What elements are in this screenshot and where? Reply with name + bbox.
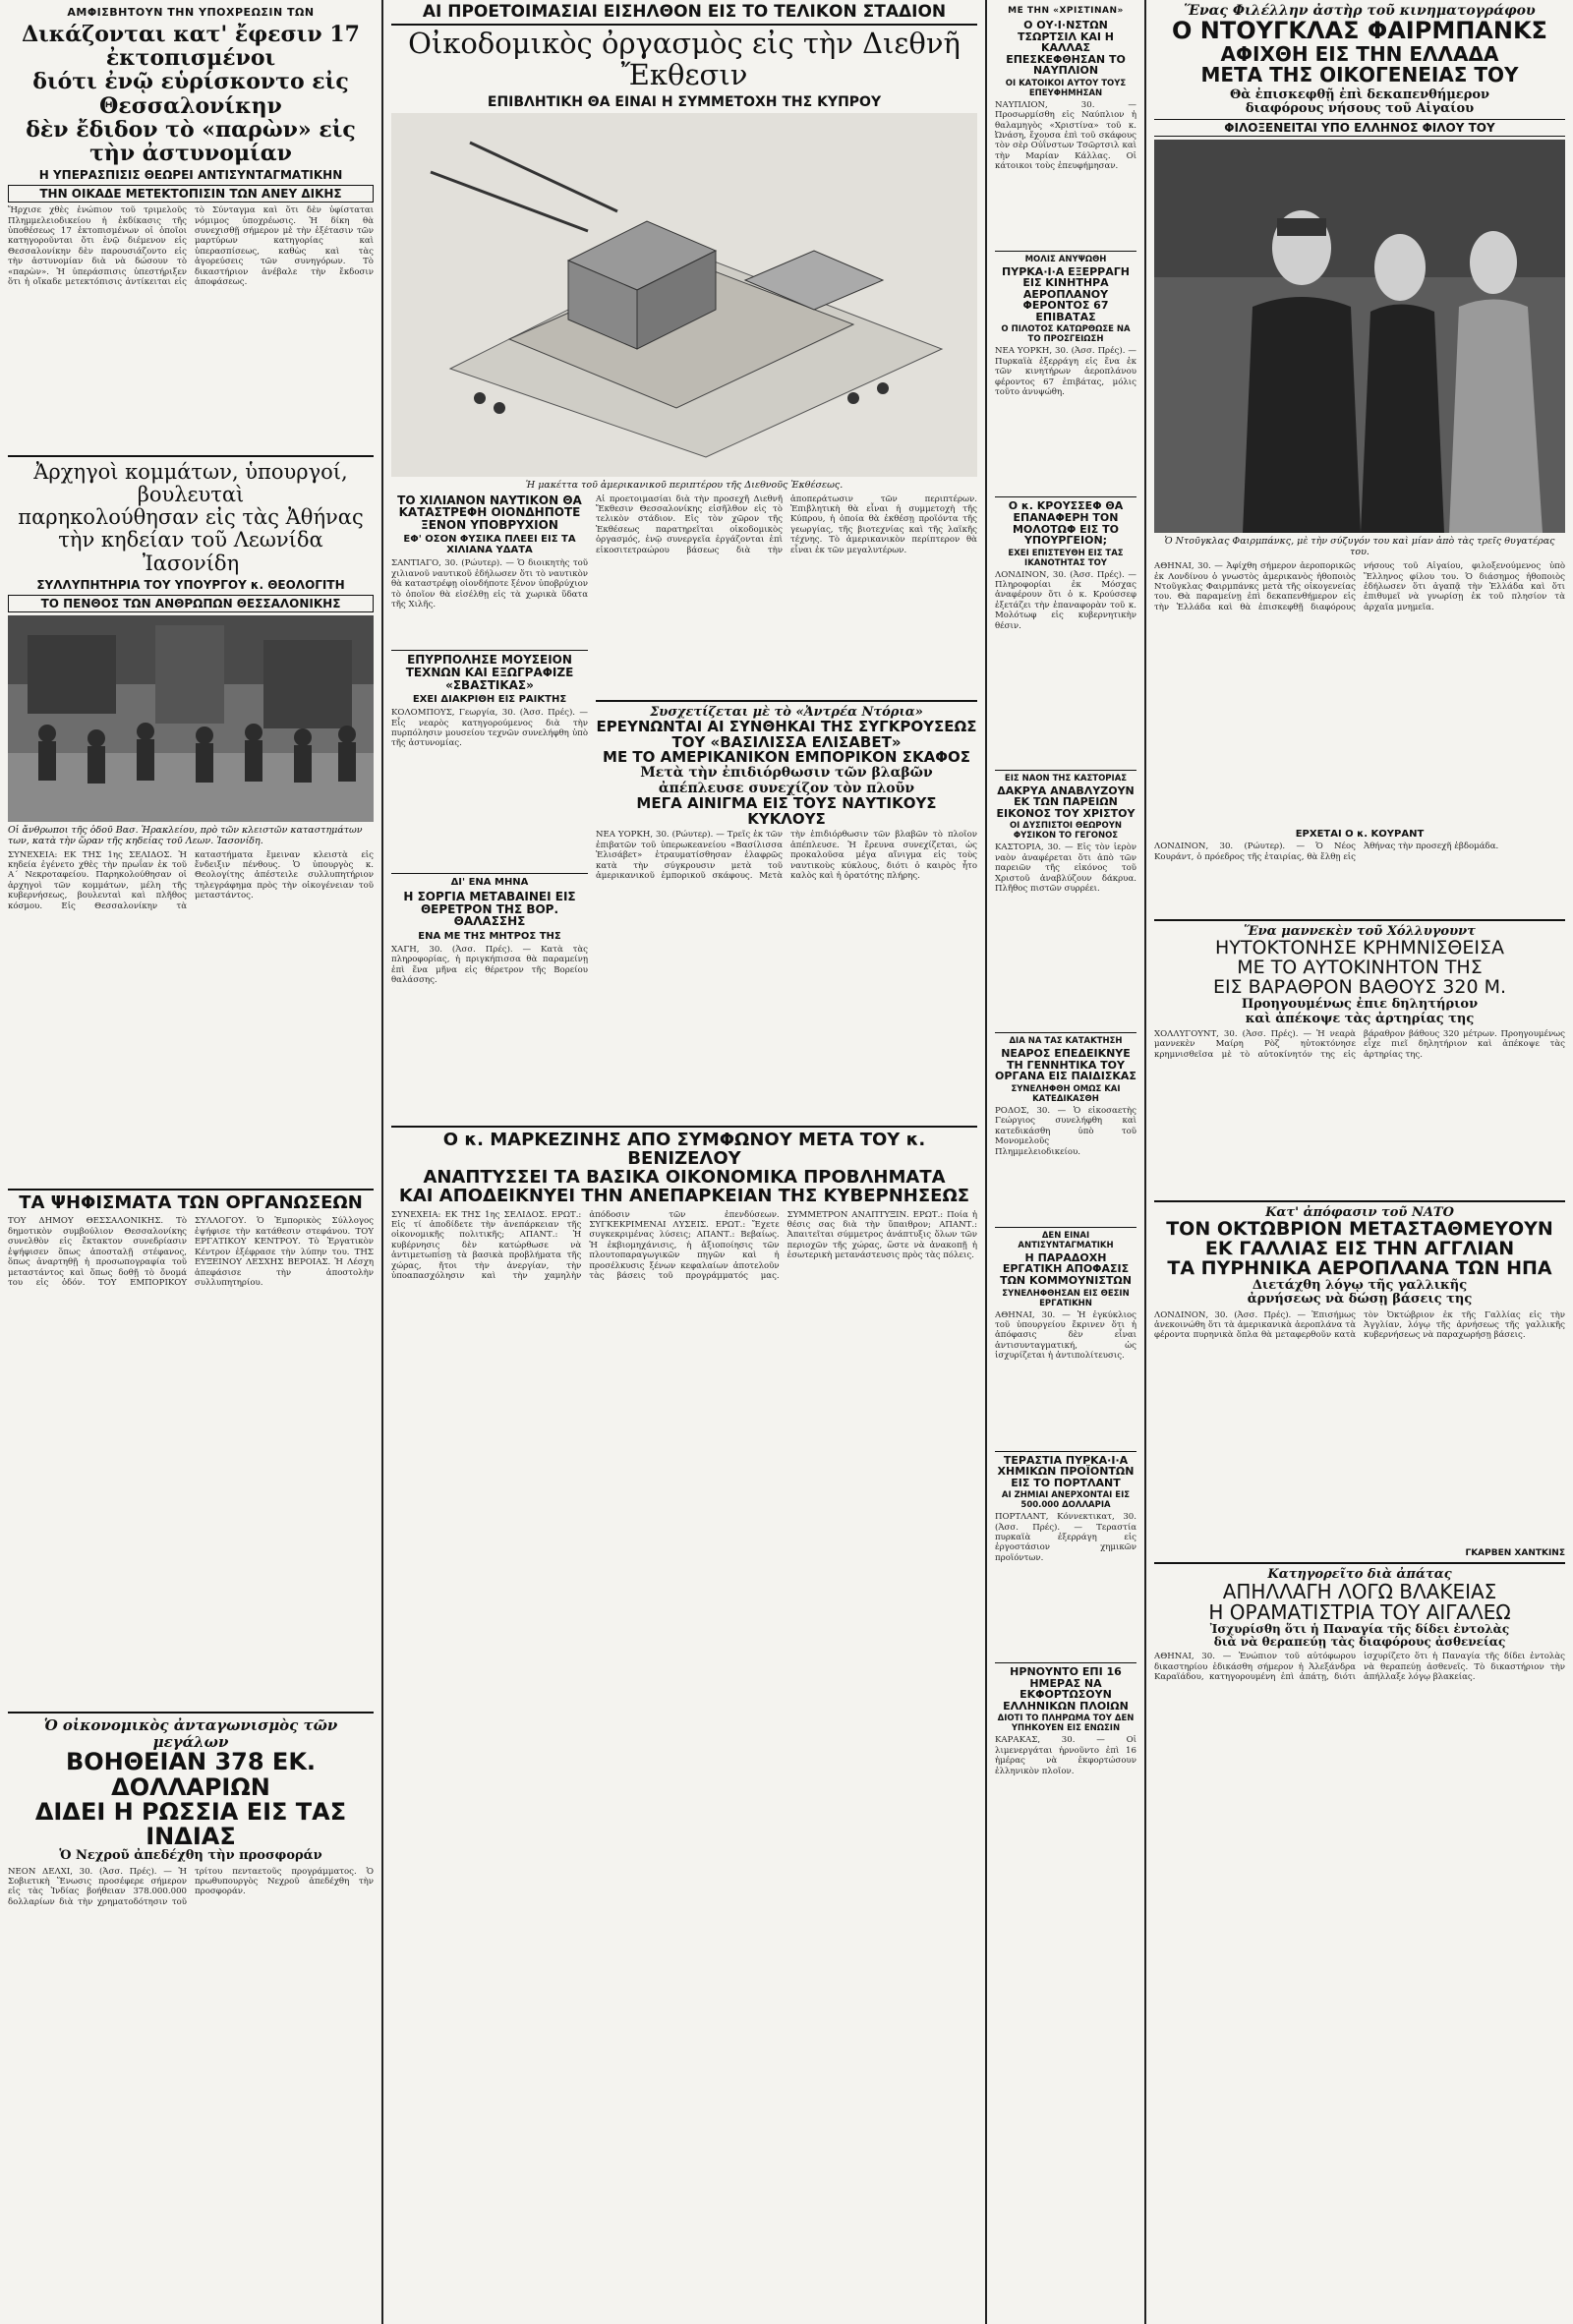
article-body: ΣΥΝΕΧΕΙΑ: ΕΚ ΤΗΣ 1ης ΣΕΛΙΔΟΣ. ΕΡΩΤ.: Εἰς τί ἀποδίδετε τὴν ἀνεπάρκειαν τῆς οἰκονομικῆς πολιτικῆς; ΑΠΑΝΤ.: Ἡ κυβέρνησις δὲν κατώρθωσε νὰ ἀντιμετωπίσῃ τὰ βασικὰ προβλήματα τῆς χώρας, ἤτοι τὴν ἀνεργίαν, τὴν ὑποαπασχόλησιν καὶ τὴν χαμηλὴν ἀπόδοσιν τῶν ἐπενδύσεων. ΣΥΓΚΕΚΡΙΜΕΝΑΙ ΛΥΣΕΙΣ. ΕΡΩΤ.: Ἔχετε συγκεκριμένας λύσεις; ΑΠΑΝΤ.: Βεβαίως. Ἡ ἐκβιομηχάνισις, ἡ ἀξιοποίησις τῶν πλουτοπαραγωγικῶν πηγῶν καὶ ἡ προσέλκυσις ξένων κεφαλαίων ἀποτελοῦν τὰς βάσεις τοῦ προγράμματός μας. ΣΥΜΜΕΤΡΟΝ ΑΝΑΠΤΥΞΙΝ. ΕΡΩΤ.: Ποία ἡ θέσις σας διὰ τὴν ὕπαιθρον; ΑΠΑΝΤ.: Ἀπαιτεῖται σύμμετρος ἀνάπτυξις ὅλων τῶν περιοχῶν τῆς χώρας, ὥστε νὰ ἀνακοπῇ ἡ ἐσωτερικὴ μετανάστευσις πρὸς τὰς πόλεις. xyxy=(391,1209,977,1281)
subheadline: ΔΙΟΤΙ ΤΟ ΠΛΗΡΩΜΑ ΤΟΥ ΔΕΝ ΥΠΗΚΟΥΕΝ ΕΙΣ ΕΝΩΣΙΝ xyxy=(997,1714,1135,1734)
headline: ΤΑ ΠΥΡΗΝΙΚΑ ΑΕΡΟΠΛΑΝΑ ΤΩΝ ΗΠΑ xyxy=(1167,1257,1552,1280)
article-body: ΑΘΗΝΑΙ, 30. — Ἀφίχθη σήμερον ἀεροπορικῶς ἐκ Λονδίνου ὁ γνωστὸς ἀμερικανὸς ἠθοποιὸς Ντοῦγκλας Φαιρμπάνκς μετὰ τῆς οἰκογενείας του. Θὰ παραμείνῃ ἐπὶ δεκαπενθήμερον εἰς τὴν Ἑλλάδα καὶ θὰ ἐπισκεφθῇ διαφόρους νήσους τοῦ Αἰγαίου, φιλοξενούμενος ὑπὸ Ἕλληνος φίλου του. Ὁ διάσημος ἠθοποιὸς ἐδήλωσεν ὅτι ἀγαπᾷ τὴν Ἑλλάδα καὶ ὅτι ἐπιθυμεῖ νὰ γνωρίσῃ ἐκ τοῦ πλησίον τὰ ἀρχαῖα μνημεῖα. xyxy=(1154,561,1565,612)
subheadline: ΣΥΝΕΛΗΦΘΗ ΟΜΩΣ ΚΑΙ ΚΑΤΕΔΙΚΑΣΘΗ xyxy=(1011,1083,1121,1104)
subheadline: ΕΠΙΒΛΗΤΙΚΗ ΘΑ ΕΙΝΑΙ Η ΣΥΜΜΕΤΟΧΗ ΤΗΣ ΚΥΠΡΟΥ xyxy=(487,93,882,110)
article-body: ΛΟΝΔΙΝΟΝ, 30. (Ἀσσ. Πρές). — Πληροφορίαι ἐκ Μόσχας ἀναφέρουν ὅτι ὁ κ. Κρούσσεφ ἐξετάζει τὴν ἐπαναφορὰν τοῦ κ. Μολότωφ εἰς κυβερνητικὴν θέσιν. xyxy=(995,569,1136,631)
headline: Η ΠΑΡΑΔΟΧΗ ΕΡΓΑΤΙΚΗ ΑΠΟΦΑΣΙΣ ΤΩΝ ΚΟΜΜΟΥΝΙΣΤΩΝ xyxy=(1000,1250,1132,1288)
fairbanks-family-image xyxy=(1154,140,1565,533)
subheadline: καὶ ἀπέκοψε τὰς ἀρτηρίας της xyxy=(1245,1011,1475,1026)
headline: Ο κ. ΚΡΟΥΣΣΕΦ ΘΑ ΕΠΑΝΑΦΕΡΗ ΤΟΝ ΜΟΛΟΤΩΦ ΕΙΣ ΤΟ ΥΠΟΥΡΓΕΙΟΝ; xyxy=(1008,499,1124,548)
headline: ΑΠΗΛΛΑΓΗ ΛΟΓΩ ΒΛΑΚΕΙΑΣ xyxy=(1222,1579,1497,1603)
subheadline: ΤΗΝ ΟΙΚΑΔΕ ΜΕΤΕΚΤΟΠΙΣΙΝ ΤΩΝ ΑΝΕΥ ΔΙΚΗΣ xyxy=(8,185,374,203)
kicker: Ὁ οἰκονομικὸς ἀνταγωνισμὸς τῶν μεγάλων xyxy=(43,1716,338,1751)
article-body: Αἱ προετοιμασίαι διὰ τὴν προσεχῆ Διεθνῆ Ἔκθεσιν Θεσσαλονίκης εἰσῆλθον εἰς τὸ τελικὸν στάδιον. Εἰς τὸν χῶρον τῆς Ἐκθέσεως παρατηρεῖται οἰκοδομικὸς ὀργασμός, ἐνῷ συνεργεῖα ἐργάζονται ἐπὶ εἰκοσιτετραώρου βάσεως διὰ τὴν ἀποπεράτωσιν τῶν περιπτέρων. Ἐπιβλητικὴ θὰ εἶναι ἡ συμμετοχὴ τῆς Κύπρου, ἡ ὁποία θὰ ἐκθέσῃ προϊόντα τῆς γεωργίας, τῆς βιοτεχνίας καὶ τῆς λαϊκῆς τέχνης. Τὸ ἀμερικανικὸν περίπτερον θὰ εἶναι ἐκ τῶν μεγαλυτέρων. xyxy=(596,494,977,555)
subheadline: ΔΕΝ ΕΙΝΑΙ ΑΝΤΙΣΥΝΤΑΓΜΑΤΙΚΗ xyxy=(1018,1230,1114,1250)
headline: ΝΕΑΡΟΣ ΕΠΕΔΕΙΚΝΥΕ ΤΗ ΓΕΝΝΗΤΙΚΑ ΤΟΥ ΟΡΓΑΝΑ ΕΙΣ ΠΑΙΔΙΣΚΑΣ xyxy=(995,1047,1136,1083)
subheadline: Η ΥΠΕΡΑΣΠΙΣΙΣ ΘΕΩΡΕΙ ΑΝΤΙΣΥΝΤΑΓΜΑΤΙΚΗΝ xyxy=(38,168,343,183)
headline: ΤΟΝ ΟΚΤΩΒΡΙΟΝ ΜΕΤΑΣΤΑΘΜΕΥΟΥΝ xyxy=(1166,1218,1553,1241)
article-body: ΝΕΟΝ ΔΕΛΧΙ, 30. (Ἀσσ. Πρές). — Ἡ Σοβιετικὴ Ἕνωσις προσέφερε σήμερον εἰς τὰς Ἰνδίας βοήθειαν 378.000.000 δολλαρίων διὰ τὴν χρηματοδότησιν τοῦ τρίτου πενταετοῦς προγράμματος. Ὁ πρωθυπουργὸς Νεχροῦ ἀπεδέχθη τὴν προσφοράν. xyxy=(8,1866,374,1907)
headline: ΕΡΕΥΝΩΝΤΑΙ ΑΙ ΣΥΝΘΗΚΑΙ ΤΗΣ ΣΥΓΚΡΟΥΣΕΩΣ xyxy=(596,717,977,735)
fairbanks-family-photo xyxy=(1154,140,1565,533)
article-body: ΝΕΑ ΥΟΡΚΗ, 30. (Ρώυτερ). — Τρεῖς ἐκ τῶν ἐπιβατῶν τοῦ ὑπερωκεανείου «Βασίλισσα Ἐλισάβετ» ἐτραυματίσθησαν ἐλαφρῶς κατὰ τὴν σύγκρουσιν μετὰ τοῦ ἀμερικανικοῦ ἐμπορικοῦ σκάφους. Μετὰ τὴν ἐπιδιόρθωσιν τῶν βλαβῶν τὸ πλοῖον ἀπέπλευσε. Ἡ ἔρευνα συνεχίζεται, ὡς προκαλοῦσα μέγα αἴνιγμα εἰς τοὺς ναυτικοὺς κύκλους, διότι ὁ καιρὸς ἦτο καλὸς καὶ ἡ ὁρατότης πλήρης. xyxy=(596,830,977,882)
headline: ΕΙΣ ΒΑΡΑΘΡΟΝ ΒΑΘΟΥΣ 320 Μ. xyxy=(1212,976,1507,999)
headline: δὲν ἔδιδον τὸ «παρὼν» εἰς τὴν ἀστυνομίαν xyxy=(26,116,356,166)
pavilion-model-image xyxy=(391,113,977,477)
subheadline: Ὁ Νεχροῦ ἀπεδέχθη τὴν προσφοράν xyxy=(59,1848,322,1864)
subheadline: Μετὰ τὴν ἐπιδιόρθωσιν τῶν βλαβῶν xyxy=(640,765,933,782)
headline: ΜΕΓΑ ΑΙΝΙΓΜΑ ΕΙΣ ΤΟΥΣ ΝΑΥΤΙΚΟΥΣ ΚΥΚΛΟΥΣ xyxy=(636,793,937,828)
article-body: ΛΟΝΔΙΝΟΝ, 30. (Ἀσσ. Πρές). — Ἐπισήμως ἀνεκοινώθη ὅτι τὰ ἀμερικανικὰ ἀεροπλάνα τὰ φέροντα πυρηνικὰ ὅπλα θὰ μεταφερθοῦν κατὰ τὸν Ὀκτώβριον ἐκ τῆς Γαλλίας εἰς τὴν Ἀγγλίαν, λόγῳ τῆς ἀρνήσεως τῆς γαλλικῆς κυβερνήσεως νὰ παραχωρήσῃ βάσεις. xyxy=(1154,1309,1565,1341)
subheadline: ΔΙ' ΕΝΑ ΜΗΝΑ xyxy=(450,877,529,889)
kicker: ΑΜΦΙΣΒΗΤΟΥΝ ΤΗΝ ΥΠΟΧΡΕΩΣΙΝ ΤΩΝ xyxy=(67,6,315,19)
headline: ΕΚ ΓΑΛΛΙΑΣ ΕΙΣ ΤΗΝ ΑΓΓΛΙΑΝ xyxy=(1204,1238,1515,1260)
subheadline: ΟΙ ΔΥΣΠΙΣΤΟΙ ΘΕΩΡΟΥΝ ΦΥΣΙΚΟΝ ΤΟ ΓΕΓΟΝΟΣ xyxy=(1009,821,1123,842)
subheadline: ἀρνήσεως νὰ δώσῃ βάσεις της xyxy=(1247,1292,1473,1307)
kicker: Ἕνας Φιλέλλην ἀστὴρ τοῦ κινηματογράφου xyxy=(1184,3,1536,19)
headline: ΕΠΥΡΠΟΛΗΣΕ ΜΟΥΣΕΙΟΝ ΤΕΧΝΩΝ ΚΑΙ ΕΞΩΓΡΑΦΙΖΕ «ΣΒΑΣΤΙΚΑΣ» xyxy=(405,653,574,692)
article-body: ΚΑΣΤΟΡΙΑ, 30. — Εἰς τὸν ἱερὸν ναὸν ἀναφέρεται ὅτι ἀπὸ τῶν παρειῶν τῆς εἰκόνος τοῦ Χριστοῦ ἀναβλύζουν δάκρυα. Πλῆθος πιστῶν συρρέει. xyxy=(995,842,1136,894)
article-body: ΤΟΥ ΔΗΜΟΥ ΘΕΣΣΑΛΟΝΙΚΗΣ. Τὸ δημοτικὸν συμβούλιον Θεσσαλονίκης συνελθὸν εἰς ἔκτακτον συνεδρίασιν ἐψήφισεν ὅπως ἀποσταλῇ στέφανος, ὅπως ἀναρτηθῇ ἡ προσωπογραφία τοῦ μεταστάντος καὶ ὅπως δοθῇ τὸ ὄνομά του εἰς ὁδόν. ΤΟΥ ΕΜΠΟΡΙΚΟΥ ΣΥΛΛΟΓΟΥ. Ὁ Ἐμπορικὸς Σύλλογος ἐψήφισε τὴν κατάθεσιν στεφάνου. ΤΟΥ ΕΡΓΑΤΙΚΟΥ ΚΕΝΤΡΟΥ. Τὸ Ἐργατικὸν Κέντρον ἐξέφρασε τὴν λύπην του. ΤΗΣ ΕΥΞΕΙΝΟΥ ΛΕΣΧΗΣ ΒΕΡΟΙΑΣ. Ἡ Λέσχη ἀπεφάσισε τὴν ἀποστολὴν συλλυπητηρίου. xyxy=(8,1216,374,1288)
headline: τὴν κηδείαν τοῦ Λεωνίδα Ἰασονίδη xyxy=(58,528,323,575)
subheadline: ΜΟΛΙΣ ΑΝΥΨΩΘΗ xyxy=(1024,254,1107,264)
kicker: Ἕνα μαννεκὲν τοῦ Χόλλυγουντ xyxy=(1244,924,1476,940)
subheadline: ΕΝΑ ΜΕ ΤΗΣ ΜΗΤΡΟΣ ΤΗΣ xyxy=(418,930,561,942)
headline: ΜΕ ΤΟ ΑΥΤΟΚΙΝΗΤΟΝ ΤΗΣ xyxy=(1237,957,1483,979)
subheadline: ΕΧΕΙ ΔΙΑΚΡΙΘΗ ΕΙΣ ΡΑΙΚΤΗΣ xyxy=(412,694,567,706)
headline: ΤΟ ΧΙΛΙΑΝΟΝ ΝΑΥΤΙΚΟΝ ΘΑ ΚΑΤΑΣΤΡΕΦΗ ΟΙΟΝΔΗΠΟΤΕ ΞΕΝΟΝ ΥΠΟΒΡΥΧΙΟΝ xyxy=(397,493,582,532)
column-2 xyxy=(383,0,985,2324)
headline: Η ΟΡΑΜΑΤΙΣΤΡΙΑ ΤΟΥ ΑΙΓΑΛΕΩ xyxy=(1208,1599,1511,1624)
subheadline: Διετάχθη λόγῳ τῆς γαλλικῆς xyxy=(1252,1277,1468,1293)
article-body: ΝΑΥΠΛΙΟΝ, 30. — Προσωρμίσθη εἰς Ναύπλιον ἡ θαλαμηγὸς «Χριστίνα» τοῦ κ. Ὠνάση, ἔχουσα ἐπὶ τοῦ σκάφους τὸν σὲρ Οὐΐνστων Τσῶρτσιλ καὶ τὴν Μαρίαν Κάλλας. Οἱ κάτοικοι τοὺς ἐπευφήμησαν. xyxy=(995,99,1136,172)
article-body: ΚΟΛΟΜΠΟΥΣ, Γεωργία, 30. (Ἀσσ. Πρές). — Εἷς νεαρὸς κατηγορούμενος διὰ τὴν πυρπόλησιν μουσείου τεχνῶν συνελήφθη ὑπὸ τῆς ἀστυνομίας. xyxy=(391,708,588,749)
subheadline: ΣΥΝΕΛΗΦΘΗΣΑΝ ΕΙΣ ΘΕΣΙΝ ΕΡΓΑΤΙΚΗΝ xyxy=(1002,1288,1130,1308)
subheadline: ΑΙ ΖΗΜΙΑΙ ΑΝΕΡΧΟΝΤΑΙ ΕΙΣ 500.000 ΔΟΛΛΑΡΙΑ xyxy=(1001,1490,1131,1511)
headline: ΔΙΔΕΙ Η ΡΩΣΣΙΑ ΕΙΣ ΤΑΣ ΙΝΔΙΑΣ xyxy=(34,1797,347,1851)
subheadline: ΕΦ' ΟΣΟΝ ΦΥΣΙΚΑ ΠΛΕΕΙ ΕΙΣ ΤΑ ΧΙΛΙΑΝΑ ΥΔΑΤΑ xyxy=(403,534,576,556)
article-body: ΠΟΡΤΛΑΝΤ, Κόννεκτικατ, 30. (Ἀσσ. Πρές). — Τεραστία πυρκαϊὰ ἐξερράγη εἰς ἐργοστάσιον χημικῶν προϊόντων. xyxy=(995,1512,1136,1563)
right-subcolumn xyxy=(596,494,977,1122)
headline: ΤΟΥ «ΒΑΣΙΛΙΣΣΑ ΕΛΙΣΑΒΕΤ» xyxy=(671,732,902,751)
byline: ΓΚΑΡΒΕΝ ΧΑΝΤΚΙΝΣ xyxy=(1465,1547,1565,1558)
headline: ΤΑ ΨΗΦΙΣΜΑΤΑ ΤΩΝ ΟΡΓΑΝΩΣΕΩΝ xyxy=(19,1191,363,1213)
subheadline: Ἰσχυρίσθη ὅτι ἡ Παναγία τῆς δίδει ἐντολὰς xyxy=(1209,1621,1510,1636)
subheadline: ΦΙΛΟΞΕΝΕΙΤΑΙ ΥΠΟ ΕΛΛΗΝΟΣ ΦΙΛΟΥ ΤΟΥ xyxy=(1154,119,1565,137)
photo-caption: Ἡ μακέττα τοῦ ἀμερικανικοῦ περιπτέρου τῆς Διεθνοῦς Ἐκθέσεως. xyxy=(525,479,844,491)
article-body: ΧΑΓΗ, 30. (Ἀσσ. Πρές). — Κατὰ τὰς πληροφορίας, ἡ πριγκήπισσα θὰ παραμείνῃ ἐπὶ ἕνα μῆνα εἰς θέρετρον τῆς Βορείου θαλάσσης. xyxy=(391,944,588,986)
funeral-photo xyxy=(8,615,374,822)
subheadline: διὰ νὰ θεραπεύῃ τὰς διαφόρους ἀσθενείας xyxy=(1213,1635,1506,1650)
kicker: ΑΙ ΠΡΟΕΤΟΙΜΑΣΙΑΙ ΕΙΣΗΛΘΟΝ ΕΙΣ ΤΟ ΤΕΛΙΚΟΝ ΣΤΑΔΙΟΝ xyxy=(391,4,977,26)
subheadline: ΕΧΕΙ ΕΠΙΣΤΕΥΘΗ ΕΙΣ ΤΑΣ ΙΚΑΝΟΤΗΤΑΣ ΤΟΥ xyxy=(1008,548,1124,568)
column-1 xyxy=(0,0,381,2324)
subheadline: Θὰ ἐπισκεφθῇ ἐπὶ δεκαπενθήμερον xyxy=(1229,87,1490,102)
article-body: ΣΑΝΤΙΑΓΟ, 30. (Ρώυτερ). — Ὁ διοικητὴς τοῦ χιλιανοῦ ναυτικοῦ ἐδήλωσεν ὅτι τὸ ναυτικὸν θὰ καταστρέφῃ οἱονδήποτε ξένον ὑποβρύχιον τὸ ὁποῖον θὰ εἰσέλθῃ εἰς τὰ χωρικὰ ὕδατα τῆς Χιλῆς. xyxy=(391,558,588,610)
column-3 xyxy=(987,0,1144,2324)
headline: ΚΑΙ ΑΠΟΔΕΙΚΝΥΕΙ ΤΗΝ ΑΝΕΠΑΡΚΕΙΑΝ ΤΗΣ ΚΥΒΕΡΝΗΣΕΩΣ xyxy=(398,1185,970,1206)
kicker: Συσχετίζεται μὲ τὸ «Ἀντρέα Ντόρια» xyxy=(650,704,923,720)
subheadline: ΣΥΛΛΥΠΗΤΗΡΙΑ ΤΟΥ ΥΠΟΥΡΓΟΥ κ. ΘΕΟΛΟΓΙΤΗ xyxy=(36,577,345,592)
photo-caption: Οἱ ἄνθρωποι τῆς ὁδοῦ Βασ. Ἡρακλείου, πρὸ τῶν κλειστῶν καταστημάτων των, κατὰ τὴν ὥραν τῆς κηδείας τοῦ Λεων. Ἰασονίδη. xyxy=(8,824,363,846)
headline: ΤΕΡΑΣΤΙΑ ΠΥΡΚΑ·Ι·Α ΧΗΜΙΚΩΝ ΠΡΟΪΟΝΤΩΝ ΕΙΣ ΤΟ ΠΟΡΤΛΑΝΤ xyxy=(997,1453,1135,1489)
headline: ΗΥΤΟΚΤΟΝΗΣΕ ΚΡΗΜΝΙΣΘΕΙΣΑ xyxy=(1214,937,1504,959)
subheadline: ΔΙΑ ΝΑ ΤΑΣ ΚΑΤΑΚΤΗΣΗ xyxy=(1009,1036,1123,1047)
subheadline: Προηγουμένως ἐπιε δηλητήριον xyxy=(1241,997,1479,1013)
headline: ΑΦΙΧΘΗ ΕΙΣ ΤΗΝ ΕΛΛΑΔΑ xyxy=(1220,41,1499,66)
left-subcolumn xyxy=(391,494,588,1122)
article-body: ΣΥΝΕΧΕΙΑ: ΕΚ ΤΗΣ 1ης ΣΕΛΙΔΟΣ. Ἡ κηδεία ἐγένετο χθὲς τὴν πρωΐαν ἐκ τοῦ Α΄ Νεκροταφείου. Παρηκολούθησαν οἱ ἀρχηγοὶ τῶν κομμάτων, μέλη τῆς κυβερνήσεως, βουλευταὶ καὶ πλῆθος κόσμου. Εἰς Θεσσαλονίκην τὰ καταστήματα ἔμειναν κλειστὰ εἰς ἔνδειξιν πένθους. Ὁ ὑπουργὸς κ. Θεολογίτης ἀπέστειλε συλλυπητήριον τηλεγράφημα πρὸς τὴν οἰκογένειαν τοῦ μεταστάντος. xyxy=(8,849,374,911)
kicker: Κατηγορεῖτο διὰ ἀπάτας xyxy=(1267,1566,1452,1582)
photo-caption: Ὁ Ντοῦγκλας Φαιρμπάνκς, μὲ τὴν σύζυγόν του καὶ μίαν ἀπὸ τὰς τρεῖς θυγατέρας του. xyxy=(1164,536,1555,558)
headline: Ο ΟΥ·Ι·ΝΣΤΩΝ ΤΣΩΡΤΣΙΛ ΚΑΙ Η ΚΑΛΛΑΣ ΕΠΕΣΚΕΦΘΗΣΑΝ ΤΟ ΝΑΥΠΛΙΟΝ xyxy=(1006,19,1126,78)
kicker: Κατ' ἀπόφασιν τοῦ ΝΑΤΟ xyxy=(1265,1204,1454,1220)
headline: ΔΑΚΡΥΑ ΑΝΑΒΛΥΖΟΥΝ ΕΚ ΤΩΝ ΠΑΡΕΙΩΝ ΕΙΚΟΝΟΣ ΤΟΥ ΧΡΙΣΤΟΥ xyxy=(996,784,1136,820)
headline: Ἀρχηγοὶ κομμάτων, ὑπουργοί, βουλευταὶ xyxy=(33,460,348,507)
article-body: ΧΟΛΛΥΓΟΥΝΤ, 30. (Ἀσσ. Πρές). — Ἡ νεαρὰ μαννεκὲν Μαίρη Ρὸζ ηὐτοκτόνησε κρημνισθεῖσα μὲ τὸ αὐτοκίνητόν της εἰς βάραθρον βάθους 320 μέτρων. Προηγουμένως εἶχε πιεῖ δηλητήριον καὶ ἀπέκοψε τὰς ἀρτηρίας της. xyxy=(1154,1028,1565,1060)
subheadline: Ο ΠΙΛΟΤΟΣ ΚΑΤΩΡΘΩΣΕ ΝΑ ΤΟ ΠΡΟΣΓΕΙΩΣΗ xyxy=(1001,324,1131,345)
headline: Η ΣΟΡΓΙΑ ΜΕΤΑΒΑΙΝΕΙ ΕΙΣ ΘΕΡΕΤΡΟΝ ΤΗΣ ΒΟΡ. ΘΑΛΑΣΣΗΣ xyxy=(403,890,576,929)
article-body: ΑΘΗΝΑΙ, 30. — Ἡ ἐγκύκλιος τοῦ ὑπουργείου ἔκρινεν ὅτι ἡ ἀπόφασις δὲν εἶναι ἀντισυνταγματική, ὡς ἰσχυρίζεται ἡ ἀντιπολίτευσις. xyxy=(995,1309,1136,1362)
subheadline: διαφόρους νήσους τοῦ Αἰγαίου xyxy=(1245,100,1475,116)
headline: ΜΕ ΤΟ ΑΜΕΡΙΚΑΝΙΚΟΝ ΕΜΠΟΡΙΚΟΝ ΣΚΑΦΟΣ xyxy=(603,748,970,767)
subheadline: ΤΟ ΠΕΝΘΟΣ ΤΩΝ ΑΝΘΡΩΠΩΝ ΘΕΣΣΑΛΟΝΙΚΗΣ xyxy=(8,595,374,612)
headline: ΜΕΤΑ ΤΗΣ ΟΙΚΟΓΕΝΕΙΑΣ ΤΟΥ xyxy=(1200,62,1519,87)
headline: Ο ΝΤΟΥΓΚΛΑΣ ΦΑΙΡΜΠΑΝΚΣ xyxy=(1172,17,1547,45)
headline: ΑΝΑΠΤΥΣΣΕΙ ΤΑ ΒΑΣΙΚΑ ΟΙΚΟΝΟΜΙΚΑ ΠΡΟΒΛΗΜΑΤΑ xyxy=(423,1166,946,1188)
article-body: ΛΟΝΔΙΝΟΝ, 30. (Ρώυτερ). — Ὁ Νέος Κουράντ, ὁ πρόεδρος τῆς ἑταιρίας, θὰ ἔλθῃ εἰς Ἀθήνας τὴν προσεχῆ ἑβδομάδα. xyxy=(1154,842,1499,862)
funeral-photo-image xyxy=(8,615,374,822)
article-body: ΚΑΡΑΚΑΣ, 30. — Οἱ λιμενεργάται ἠρνοῦντο ἐπὶ 16 ἡμέρας νὰ ἐκφορτώσουν ἑλληνικὸν πλοῖον. xyxy=(995,1735,1136,1776)
headline: Δικάζονται κατ' ἔφεσιν 17 ἐκτοπισμένοι xyxy=(22,22,360,72)
kicker: ΜΕ ΤΗΝ «ΧΡΙΣΤΙΝΑΝ» xyxy=(1008,6,1124,16)
column-4 xyxy=(1146,0,1573,2324)
article-body: Ἤρχισε χθὲς ἐνώπιον τοῦ τριμελοῦς Πλημμελειοδικείου ἡ ἐκδίκασις τῆς ὑποθέσεως 17 ἐκτοπισμένων οἱ ὁποῖοι κατηγοροῦνται ὅτι ἐνῷ διέμενον εἰς Θεσσαλονίκην δὲν παρουσιάζοντο εἰς τὴν ἀστυνομίαν διὰ νὰ δώσουν τὸ «παρὼν». Ἡ ὑπεράσπισις ὑπεστήριξεν ὅτι ἡ οἴκαδε μετεκτόπισις ἀντίκειται εἰς τὸ Σύνταγμα καὶ ὅτι δὲν ὑφίσταται νόμιμος ὑποχρέωσις. Ἡ δίκη θὰ συνεχισθῇ σήμερον μὲ τὴν ἐξέτασιν τῶν μαρτύρων κατηγορίας καὶ ὑπερασπίσεως, καθὼς καὶ τὰς ἀγορεύσεις τῶν συνηγόρων. Τὸ δικαστήριον ἀνέβαλε τὴν ἔκδοσιν ἀποφάσεως. xyxy=(8,205,374,287)
subheadline: ΟΙ ΚΑΤΟΙΚΟΙ ΑΥΤΟΥ ΤΟΥΣ ΕΠΕΥΦΗΜΗΣΑΝ xyxy=(1005,78,1127,98)
article-body: ΝΕΑ ΥΟΡΚΗ, 30. (Ἀσσ. Πρές). — Πυρκαϊὰ ἐξερράγη εἰς ἕνα ἐκ τῶν κινητήρων ἀεροπλάνου φέροντος 67 ἐπιβάτας, μόλις τοῦτο ἀνυψώθη. xyxy=(995,346,1136,398)
pavilion-model-photo xyxy=(391,113,977,477)
headline: ΒΟΗΘΕΙΑΝ 378 ΕΚ. ΔΟΛΛΑΡΙΩΝ xyxy=(65,1748,317,1801)
headline: Ο κ. ΜΑΡΚΕΖΙΝΗΣ ΑΠΟ ΣΥΜΦΩΝΟΥ ΜΕΤΑ ΤΟΥ κ. ΒΕΝΙΖΕΛΟΥ xyxy=(442,1129,926,1169)
article-body: ΑΘΗΝΑΙ, 30. — Ἐνώπιον τοῦ αὐτόφωρου δικαστηρίου ἐδικάσθη σήμερον ἡ Ἀλεξάνδρα Καραϊάδου, κατηγορουμένη ἐπὶ ἀπάτῃ, διότι ἰσχυρίζετο ὅτι ἡ Παναγία τῆς δίδει ἐντολὰς νὰ θεραπεύῃ ἀσθενεῖς. Τὸ δικαστήριον τὴν ἀπήλλαξε λόγῳ βλακείας. xyxy=(1154,1652,1565,1683)
headline: ΠΥΡΚΑ·Ι·Α ΕΞΕΡΡΑΓΗ ΕΙΣ ΚΙΝΗΤΗΡΑ ΑΕΡΟΠΛΑΝΟΥ ΦΕΡΟΝΤΟΣ 67 ΕΠΙΒΑΤΑΣ xyxy=(1002,264,1130,323)
headline: παρηκολούθησαν εἰς τὰς Ἀθήνας xyxy=(18,505,364,530)
subheadline: ΕΡΧΕΤΑΙ Ο κ. ΚΟΥΡΑΝΤ xyxy=(1295,829,1425,841)
headline: ΗΡΝΟΥΝΤΟ ΕΠΙ 16 ΗΜΕΡΑΣ ΝΑ ΕΚΦΟΡΤΩΣΟΥΝ ΕΛΛΗΝΙΚΩΝ ΠΛΟΙΩΝ xyxy=(1003,1665,1129,1713)
headline: διότι ἐνῷ εὑρίσκοντο εἰς Θεσσαλονίκην xyxy=(32,69,349,119)
article-body: ΡΟΔΟΣ, 30. — Ὁ εἰκοσαετὴς Γεώργιος συνελήφθη καὶ κατεδικάσθη ὑπὸ τοῦ Μονομελοῦς Πλημμελειοδικείου. xyxy=(995,1105,1136,1157)
subheadline: ΕΙΣ ΝΑΟΝ ΤΗΣ ΚΑΣΤΟΡΙΑΣ xyxy=(1004,773,1128,784)
headline: Οἰκοδομικὸς ὀργασμὸς εἰς τὴν Διεθνῆ Ἔκθεσιν xyxy=(408,26,961,91)
subheadline: ἀπέπλευσε συνεχίζον τὸν πλοῦν xyxy=(658,780,915,796)
